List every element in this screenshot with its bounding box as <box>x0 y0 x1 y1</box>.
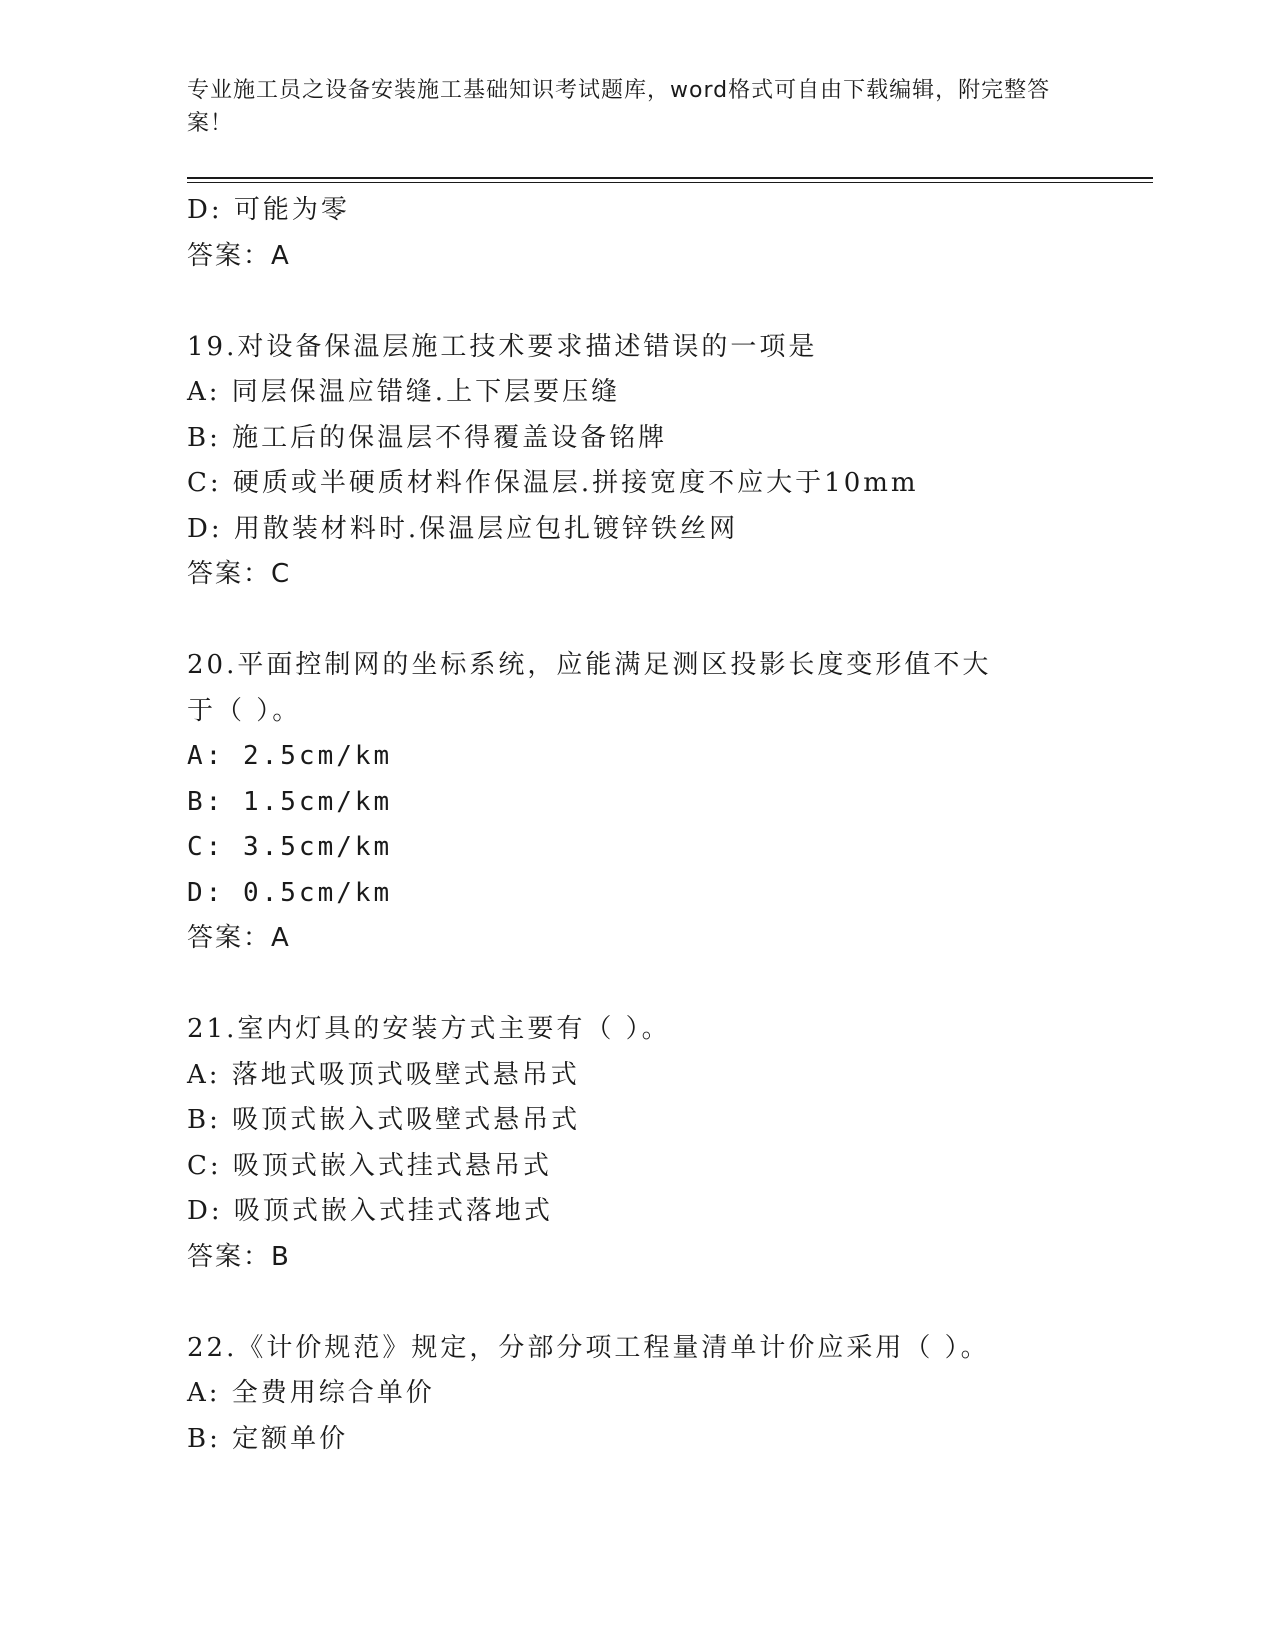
question-21 <box>187 1007 1067 1280</box>
question-stem: 20.平面控制网的坐标系统，应能满足测区投影长度变形值不大于（ ）。 <box>187 650 992 726</box>
previous-question-fragment <box>187 188 1067 279</box>
option-c: C: 硬质或半硬质材料作保温层.拼接宽度不应大于10mm <box>187 468 919 498</box>
answer-line: 答案：C <box>187 559 292 589</box>
header-text: 专业施工员之设备安装施工基础知识考试题库，word格式可自由下载编辑，附完整答案！ <box>187 78 1051 136</box>
option-c: C: 3.5cm/km <box>187 832 393 862</box>
option-d: D: 0.5cm/km <box>187 877 393 908</box>
option-d: D: 用散装材料时.保温层应包扎镀锌铁丝网 <box>187 513 739 544</box>
option-b: B: 1.5cm/km <box>187 786 393 817</box>
question-20 <box>187 643 1067 962</box>
option-a: A: 落地式吸顶式吸壁式悬吊式 <box>187 1059 580 1090</box>
option-a: A: 2.5cm/km <box>187 741 393 771</box>
header-divider-thick <box>187 177 1153 179</box>
question-22 <box>187 1326 1067 1463</box>
document-header <box>187 74 1067 140</box>
option-d: D: 可能为零 <box>187 195 350 225</box>
question-stem: 21.室内灯具的安装方式主要有（ ）。 <box>187 1014 671 1044</box>
question-19 <box>187 325 1067 598</box>
option-a: A: 全费用综合单价 <box>187 1378 435 1408</box>
answer-line: 答案：A <box>187 923 291 953</box>
option-b: B: 施工后的保温层不得覆盖设备铭牌 <box>187 422 668 453</box>
answer-line: 答案：A <box>187 240 291 271</box>
option-d: D: 吸顶式嵌入式挂式落地式 <box>187 1196 553 1226</box>
option-c: C: 吸顶式嵌入式挂式悬吊式 <box>187 1150 552 1181</box>
question-list <box>187 188 1067 1462</box>
option-b: B: 吸顶式嵌入式吸壁式悬吊式 <box>187 1105 581 1135</box>
option-b: B: 定额单价 <box>187 1423 349 1454</box>
question-stem: 19.对设备保温层施工技术要求描述错误的一项是 <box>187 331 818 362</box>
option-a: A: 同层保温应错缝.上下层要压缝 <box>187 377 621 407</box>
answer-line: 答案：B <box>187 1241 291 1272</box>
question-stem: 22.《计价规范》规定，分部分项工程量清单计价应采用（ ）。 <box>187 1332 990 1363</box>
header-divider-thin <box>187 182 1153 183</box>
